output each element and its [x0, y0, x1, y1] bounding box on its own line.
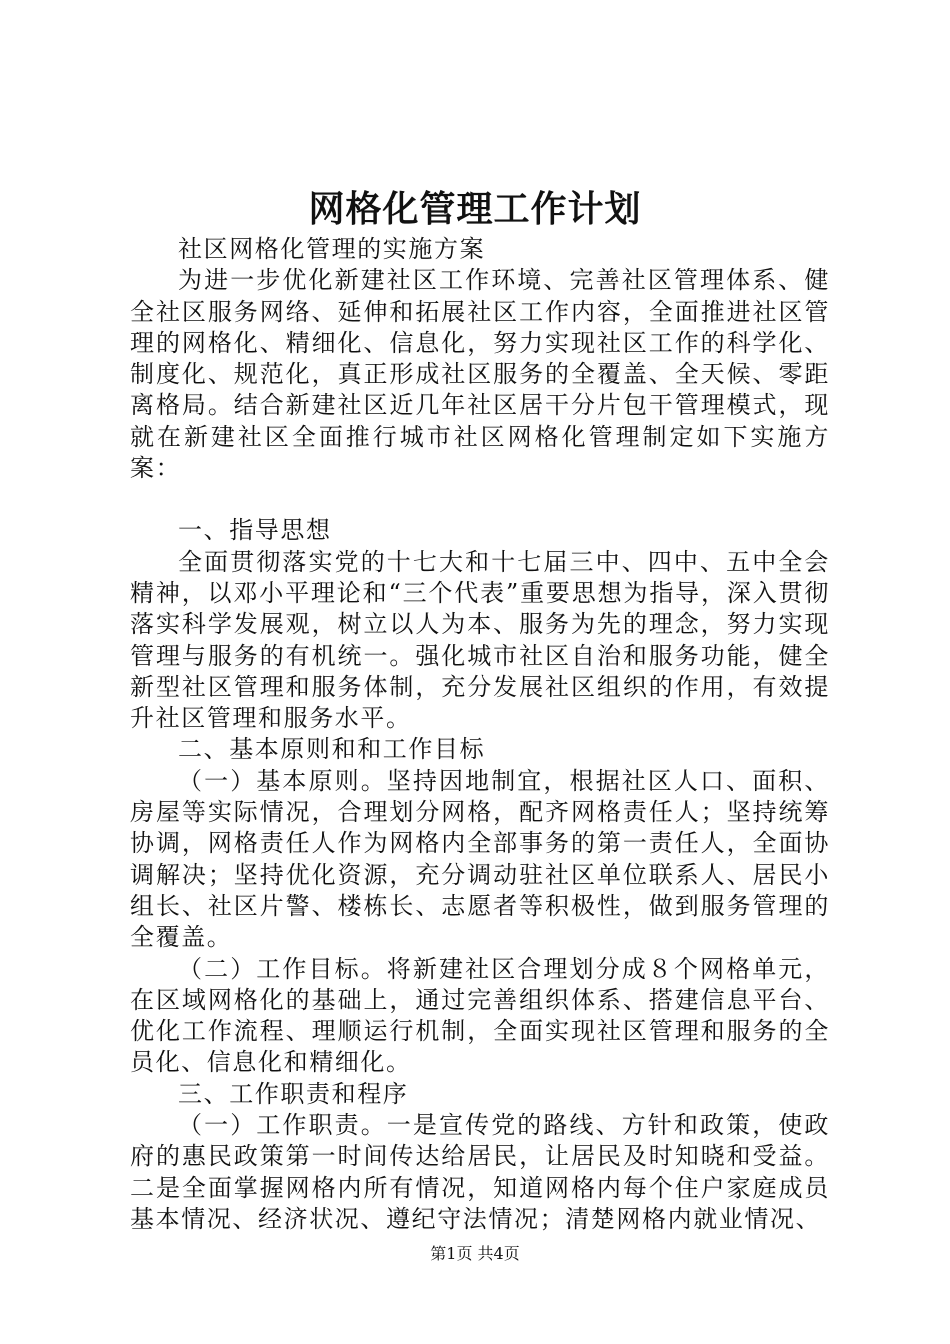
page-footer: 第1页 共4页 [430, 1244, 520, 1263]
paragraph-intro: 为进一步优化新建社区工作环境、完善社区管理体系、健全社区服务网络、延伸和拓展社区工作内容，全面推进社区管理的网格化、精细化、信息化，努力实现社区工作的科学化、制度化、规范化，真正形成社区服务的全覆盖、全天候、零距离格局。结合新建社区近几年社区居干分片包干管理模式，现就在新建社区全面推行城市社区网格化管理制定如下实施方案： [130, 266, 830, 483]
section-heading-2: 二、基本原则和和工作目标 [178, 735, 486, 764]
paragraph-basic-principles: （一）基本原则。坚持因地制宜，根据社区人口、面积、房屋等实际情况，合理划分网格，配齐网格责任人；坚持统筹协调，网格责任人作为网格内全部事务的第一责任人，全面协调解决；坚持优化资源，充分调动驻社区单位联系人、居民小组长、社区片警、楼栋长、志愿者等积极性，做到服务管理的全覆盖。 [130, 766, 830, 952]
paragraph-subtitle: 社区网格化管理的实施方案 [178, 235, 486, 263]
section-heading-3: 三、工作职责和程序 [178, 1079, 409, 1108]
paragraph-guiding-thought: 全面贯彻落实党的十七大和十七届三中、四中、五中全会精神，以邓小平理论和“三个代表”重要思想为指导，深入贯彻落实科学发展观，树立以人为本、服务为先的理念，努力实现管理与服务的有机统一。强化城市社区自治和服务功能，健全新型社区管理和服务体制，充分发展社区组织的作用，有效提升社区管理和服务水平。 [130, 547, 830, 733]
document-body [130, 234, 830, 1235]
document-title: 网格化管理工作计划 [308, 188, 642, 230]
paragraph-work-goals: （二）工作目标。将新建社区合理划分成８个网格单元，在区域网格化的基础上，通过完善组织体系、搭建信息平台、优化工作流程、理顺运行机制，全面实现社区管理和服务的全员化、信息化和精细化。 [130, 954, 830, 1077]
paragraph-work-duties: （一）工作职责。一是宣传党的路线、方针和政策，使政府的惠民政策第一时间传达给居民，让居民及时知晓和受益。二是全面掌握网格内所有情况，知道网格内每个住户家庭成员基本情况、经济状况、遵纪守法情况；清楚网格内就业情况、 [130, 1111, 830, 1233]
section-heading-1: 一、指导思想 [178, 516, 332, 545]
